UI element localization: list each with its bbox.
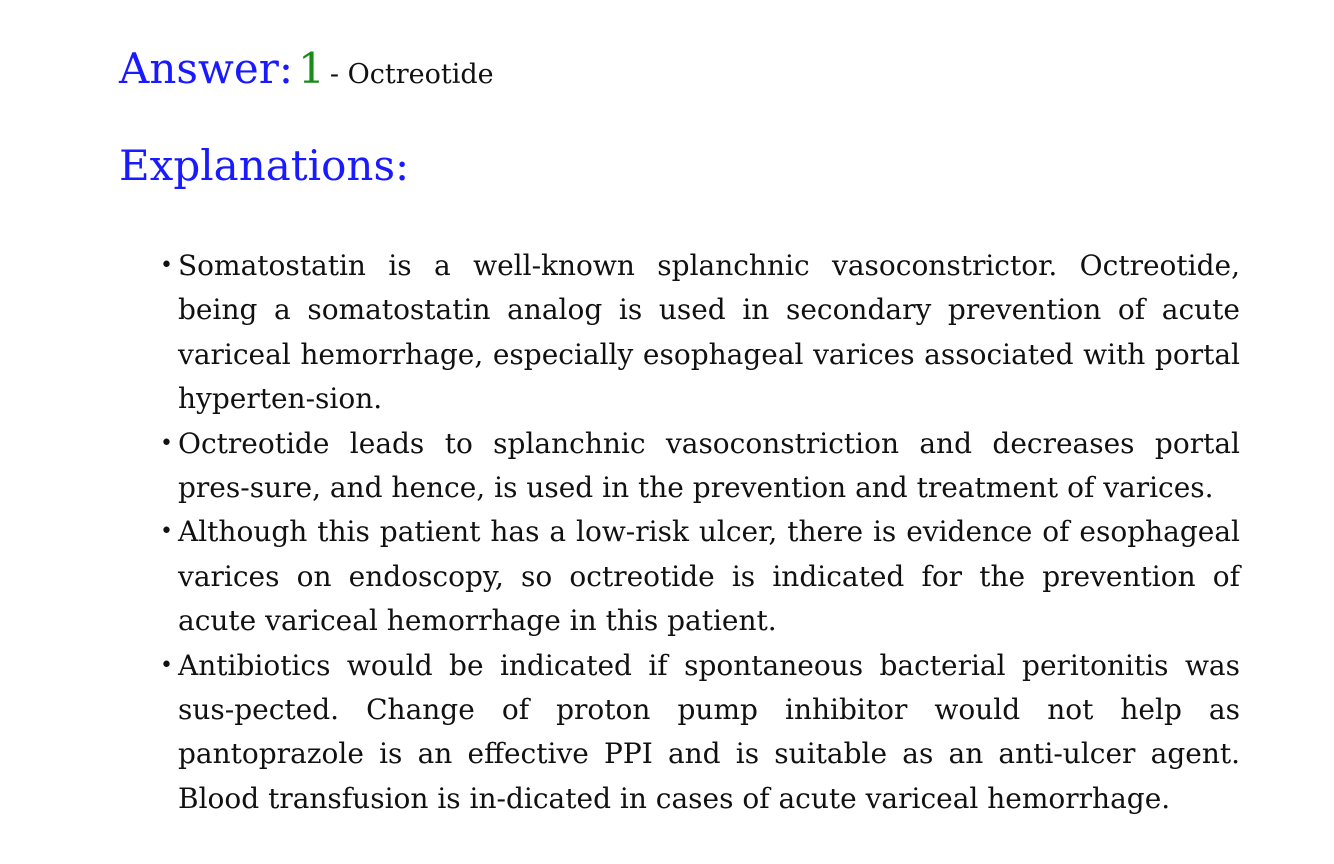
- explanation-text: Although this patient has a low-risk ulcer, there is evidence of esophageal varices on endoscopy, so octreotide is indicated for the prevention of acute variceal hemorrhage in this patient.: [178, 515, 1240, 638]
- explanation-item: [160, 644, 1240, 822]
- explanation-text: Somatostatin is a well-known splanchnic vasoconstrictor. Octreotide, being a somatostatin analog is used in secondary prevention of acute variceal hemorrhage, especially esophageal varices associated with portal hyperten-sion.: [178, 249, 1240, 416]
- explanation-text: Octreotide leads to splanchnic vasoconstriction and decreases portal pres-sure, and hence, is used in the prevention and treatment of varices.: [178, 426, 1240, 505]
- explanation-item: [160, 422, 1240, 511]
- answer-number: 1: [298, 44, 325, 93]
- bullet-icon: •: [160, 253, 173, 278]
- answer-text: - Octreotide: [329, 59, 494, 90]
- explanation-text: Antibiotics would be indicated if spontaneous bacterial peritonitis was sus-pected. Change of proton pump inhibitor would not help as pantoprazole is an effective PPI and is suitable as an anti-ulcer agent. Blood transfusion is in-dicated in cases of acute variceal hemorrhage.: [178, 648, 1240, 815]
- explanation-item: [160, 510, 1240, 643]
- explanations-heading: Explanations:: [119, 141, 410, 190]
- bullet-icon: •: [160, 652, 173, 678]
- answer-line: [119, 44, 494, 93]
- bullet-icon: •: [160, 430, 173, 456]
- answer-label: Answer:: [119, 44, 293, 93]
- explanation-item: [160, 244, 1240, 422]
- explanation-list: [160, 244, 1240, 821]
- bullet-icon: •: [160, 519, 173, 545]
